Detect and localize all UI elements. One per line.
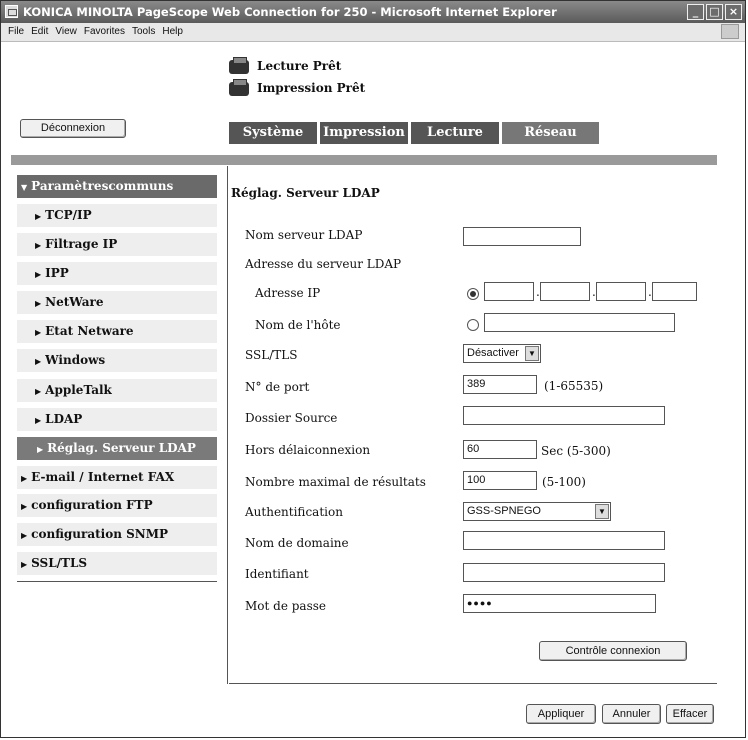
- triangle-right-icon: ▶: [35, 327, 42, 337]
- sidebar-item-ldap[interactable]: ▶ LDAP: [17, 408, 217, 431]
- sidebar-item-windows[interactable]: ▶ Windows: [17, 349, 217, 372]
- ip-octet-2[interactable]: [540, 282, 590, 301]
- port-input[interactable]: 389: [463, 375, 537, 394]
- domain-label: Nom de domaine: [245, 536, 349, 550]
- sidebar-item-snmp[interactable]: ▶ configuration SNMP: [17, 523, 217, 546]
- content-divider: [227, 166, 228, 684]
- max-results-input[interactable]: 100: [463, 471, 537, 490]
- triangle-right-icon: ▶: [21, 559, 28, 569]
- close-button[interactable]: ×: [725, 4, 742, 20]
- menu-favorites[interactable]: Favorites: [83, 26, 125, 37]
- menu-help[interactable]: Help: [162, 26, 183, 37]
- menu-view[interactable]: View: [55, 26, 77, 37]
- menu-bar: [1, 23, 745, 42]
- page-title: Réglag. Serveur LDAP: [231, 186, 380, 200]
- sidebar-item-ip-filter[interactable]: ▶ Filtrage IP: [17, 233, 217, 256]
- password-input[interactable]: ●●●●: [463, 594, 656, 613]
- triangle-right-icon: ▶: [21, 501, 28, 511]
- timeout-label: Hors délaiconnexion: [245, 443, 371, 457]
- minimize-button[interactable]: _: [687, 4, 704, 20]
- triangle-right-icon: ▶: [35, 240, 42, 250]
- triangle-right-icon: ▶: [35, 415, 42, 425]
- timeout-input[interactable]: 60: [463, 440, 537, 459]
- sidebar-item-tcpip[interactable]: ▶ TCP/IP: [17, 204, 217, 227]
- tab-systeme[interactable]: Système: [229, 122, 317, 144]
- server-name-input[interactable]: [463, 227, 581, 246]
- print-status: Impression Prêt: [229, 81, 365, 96]
- chevron-down-icon: ▼: [525, 346, 539, 361]
- tab-reseau[interactable]: Réseau: [502, 122, 599, 144]
- id-label: Identifiant: [245, 567, 309, 581]
- triangle-down-icon: ▼: [21, 182, 28, 192]
- menu-edit[interactable]: Edit: [31, 26, 49, 37]
- port-range-hint: (1-65535): [544, 379, 604, 393]
- tab-impression[interactable]: Impression: [320, 122, 408, 144]
- hostname-input[interactable]: [484, 313, 675, 332]
- server-address-label: Adresse du serveur LDAP: [245, 257, 402, 271]
- max-results-hint: (5-100): [542, 475, 586, 489]
- printer-icon: [229, 82, 249, 96]
- maximize-button[interactable]: □: [706, 4, 723, 20]
- sidebar-section[interactable]: ▼ Paramètrescommuns: [17, 175, 217, 198]
- sidebar-item-netware-status[interactable]: ▶ Etat Netware: [17, 320, 217, 343]
- source-folder-input[interactable]: [463, 406, 665, 425]
- sidebar-item-ssl[interactable]: ▶ SSL/TLS: [17, 552, 217, 575]
- header-divider: [11, 155, 717, 165]
- triangle-right-icon: ▶: [37, 444, 44, 454]
- menu-tools[interactable]: Tools: [131, 26, 156, 37]
- max-results-label: Nombre maximal de résultats: [245, 475, 426, 489]
- sidebar-item-ipp[interactable]: ▶ IPP: [17, 262, 217, 285]
- server-name-label: Nom serveur LDAP: [245, 228, 363, 242]
- triangle-right-icon: ▶: [35, 386, 42, 396]
- triangle-right-icon: ▶: [35, 356, 42, 366]
- ip-address-radio[interactable]: [467, 288, 479, 300]
- auth-select[interactable]: GSS-SPNEGO ▼: [463, 502, 611, 521]
- sidebar-item-appletalk[interactable]: ▶ AppleTalk: [17, 379, 217, 402]
- id-input[interactable]: [463, 563, 665, 582]
- triangle-right-icon: ▶: [35, 269, 42, 279]
- clear-button[interactable]: Effacer: [666, 704, 714, 724]
- sidebar-item-ftp[interactable]: ▶ configuration FTP: [17, 494, 217, 517]
- windows-logo-icon: [721, 24, 739, 39]
- title-bar: [1, 1, 745, 23]
- chevron-down-icon: ▼: [595, 504, 609, 519]
- ip-separator: .: [592, 285, 596, 299]
- ie-icon: [5, 5, 18, 18]
- port-label: N° de port: [245, 380, 310, 394]
- ssl-select[interactable]: Désactiver ▼: [463, 344, 541, 363]
- ip-separator: .: [536, 285, 540, 299]
- scan-status: Lecture Prêt: [229, 59, 341, 74]
- hostname-label: Nom de l'hôte: [255, 318, 341, 332]
- sidebar-item-email-fax[interactable]: ▶ E-mail / Internet FAX: [17, 466, 217, 489]
- check-connection-button[interactable]: Contrôle connexion: [539, 641, 687, 661]
- menu-file[interactable]: File: [8, 26, 25, 37]
- source-folder-label: Dossier Source: [245, 411, 338, 425]
- ip-address-label: Adresse IP: [255, 286, 321, 300]
- window-title: KONICA MINOLTA PageScope Web Connection for 250 - Microsoft Internet Explorer: [23, 5, 557, 19]
- password-label: Mot de passe: [245, 599, 326, 613]
- hostname-radio[interactable]: [467, 319, 479, 331]
- triangle-right-icon: ▶: [35, 211, 42, 221]
- sidebar-item-ldap-server[interactable]: ▶ Réglag. Serveur LDAP: [17, 437, 217, 460]
- sidebar-item-netware[interactable]: ▶ NetWare: [17, 291, 217, 314]
- auth-label: Authentification: [245, 505, 343, 519]
- tab-lecture[interactable]: Lecture: [411, 122, 499, 144]
- triangle-right-icon: ▶: [21, 530, 28, 540]
- sidebar-divider: [17, 581, 217, 582]
- cancel-button[interactable]: Annuler: [602, 704, 661, 724]
- timeout-hint: Sec (5-300): [541, 444, 611, 458]
- apply-button[interactable]: Appliquer: [526, 704, 596, 724]
- triangle-right-icon: ▶: [21, 473, 28, 483]
- ip-separator: .: [648, 285, 652, 299]
- domain-input[interactable]: [463, 531, 665, 550]
- ip-octet-1[interactable]: [484, 282, 534, 301]
- footer-divider: [229, 683, 717, 684]
- triangle-right-icon: ▶: [35, 298, 42, 308]
- ip-octet-3[interactable]: [596, 282, 646, 301]
- scanner-icon: [229, 60, 249, 74]
- logout-button[interactable]: Déconnexion: [20, 119, 126, 138]
- ip-octet-4[interactable]: [652, 282, 697, 301]
- ssl-label: SSL/TLS: [245, 348, 298, 362]
